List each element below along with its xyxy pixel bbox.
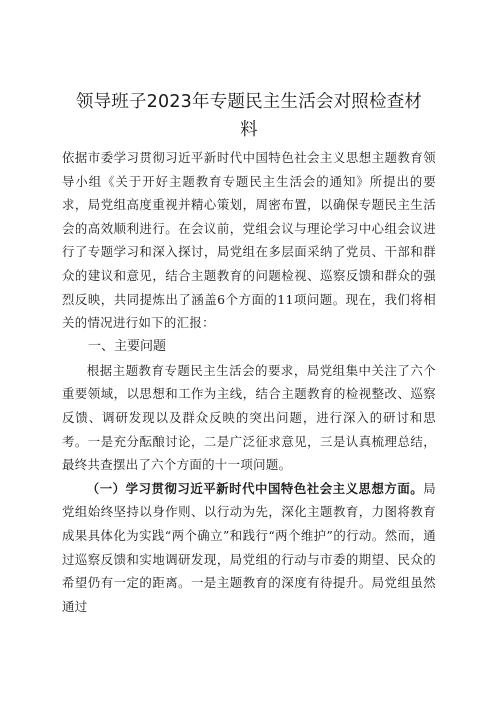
item-paragraph-1: [62, 477, 436, 619]
section-heading-main-problems: 一、主要问题: [88, 338, 167, 354]
document-title: 领导班子2023年专题民主生活会对照检查材料: [75, 92, 423, 140]
item-body-text: 局党组始终坚持以身作则、以行动为先，深化主题教育，力图将教育成果具体化为实践“两个确立”和践行“两个维护”的行动。然而，通过巡察反馈和实地调研发现，局党组的行动与市委的期望、民众的希望仍有一定的距离。一是主题教育的深度有待提升。局党组虽然通过: [62, 480, 436, 614]
section-paragraph: 根据主题教育专题民主生活会的要求，局党组集中关注了六个重要领域，以思想和工作为主线，结合主题教育的检视整改、巡察反馈、调研发现以及群众反映的突出问题，进行深入的研讨和思考。一是充分酝酿讨论，二是广泛征求意见，三是认真梳理总结，最终共查摆出了六个方面的十一项问题。: [62, 362, 436, 473]
intro-paragraph: 依据市委学习贯彻习近平新时代中国特色社会主义思想主题教育领导小组《关于开好主题教育专题民主生活会的通知》所提出的要求，局党组高度重视并精心策划，周密布置，以确保专题民主生活会的高效顺利进行。在会议前，党组会议与理论学习中心组会议进行了专题学习和深入探讨，局党组在多层面采纳了党员、干部和群众的建议和意见，结合主题教育的问题检视、巡察反馈和群众的强烈反映，共同提炼出了涵盖6个方面的11项问题。现在，我们将相关的情况进行如下的汇报：: [62, 150, 436, 331]
item-lead-text: （一）学习贯彻习近平新时代中国特色社会主义思想方面。: [86, 480, 424, 496]
